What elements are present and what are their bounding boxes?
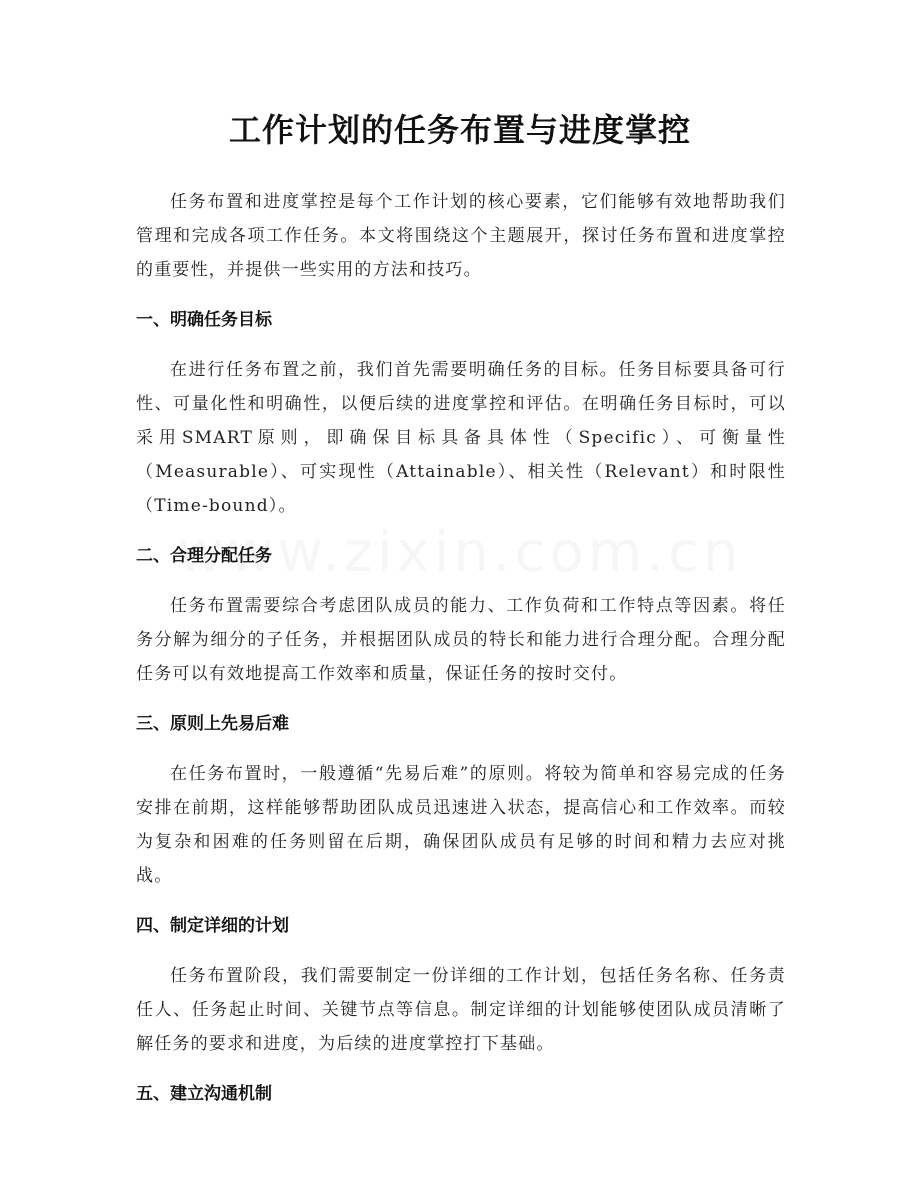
section-heading-1: 一、明确任务目标	[136, 310, 272, 330]
document-title: 工作计划的任务布置与进度掌控	[228, 111, 691, 149]
section-heading-5: 五、建立沟通机制	[136, 1084, 272, 1104]
document-body	[136, 185, 786, 1111]
section-body-3: 在任务布置时，一般遵循“先易后难”的原则。将较为简单和容易完成的任务安排在前期，这样能够帮助团队成员迅速进入状态，提高信心和工作效率。而较为复杂和困难的任务则留在后期，确保团队成员有足够的时间和精力去应对挑战。	[136, 764, 786, 886]
section-body-1: 在进行任务布置之前，我们首先需要明确任务的目标。任务目标要具备可行性、可量化性和明确性，以便后续的进度掌控和评估。在明确任务目标时，可以采用SMART原则，即确保目标具备具体性（Specific）、可衡量性（Measurable）、可实现性（Attainable）、相关性（Relevant）和时限性（Time-bound）。	[136, 360, 786, 516]
section-heading-3: 三、原则上先易后难	[136, 714, 289, 734]
intro-paragraph: 任务布置和进度掌控是每个工作计划的核心要素，它们能够有效地帮助我们管理和完成各项工作任务。本文将围绕这个主题展开，探讨任务布置和进度掌控的重要性，并提供一些实用的方法和技巧。	[136, 192, 786, 280]
section-heading-2: 二、合理分配任务	[136, 546, 272, 566]
section-body-4: 任务布置阶段，我们需要制定一份详细的工作计划，包括任务名称、任务责任人、任务起止时间、关键节点等信息。制定详细的计划能够使团队成员清晰了解任务的要求和进度，为后续的进度掌控打下基础。	[136, 966, 786, 1054]
section-body-2: 任务布置需要综合考虑团队成员的能力、工作负荷和工作特点等因素。将任务分解为细分的子任务，并根据团队成员的特长和能力进行合理分配。合理分配任务可以有效地提高工作效率和质量，保证任务的按时交付。	[136, 596, 786, 684]
section-heading-4: 四、制定详细的计划	[136, 916, 289, 936]
